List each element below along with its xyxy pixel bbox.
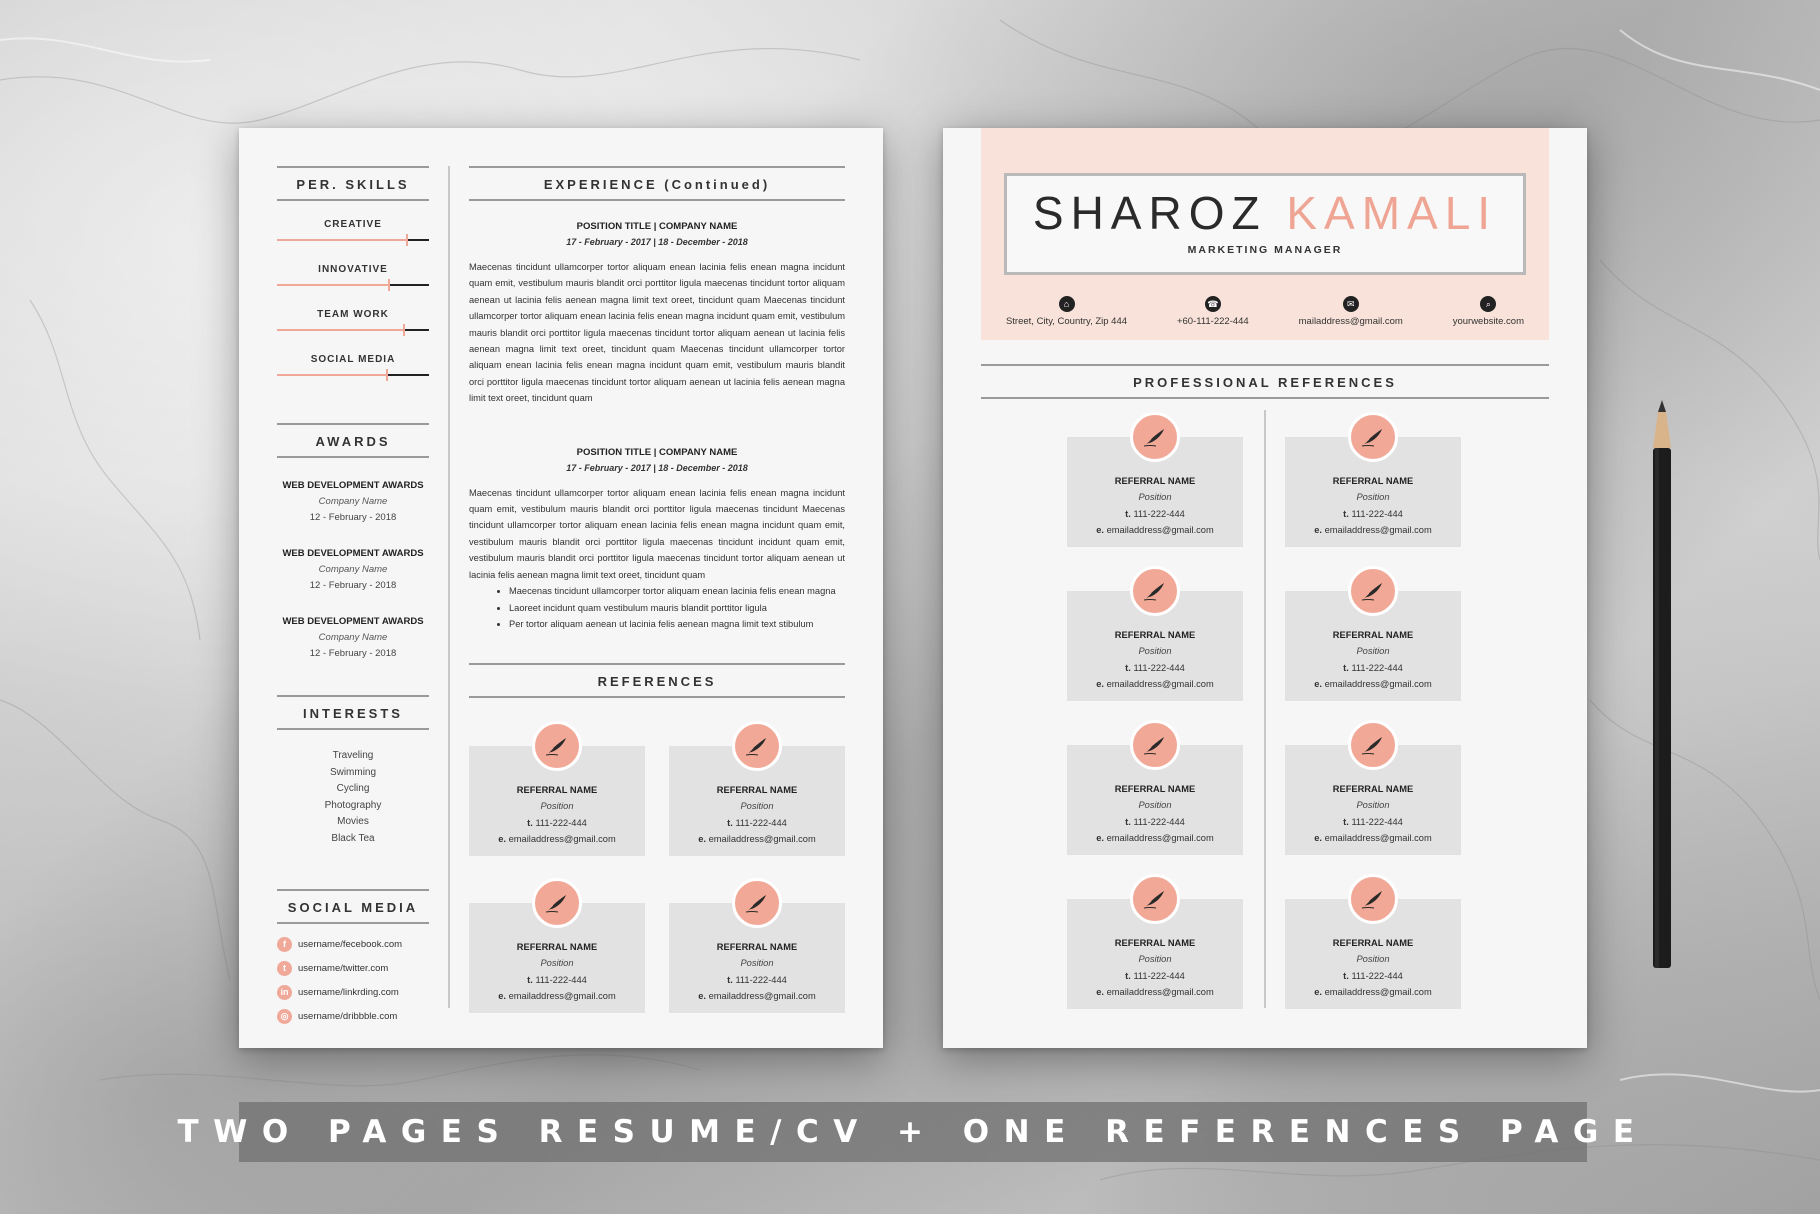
referral-email-line (1067, 984, 1243, 1000)
referral-email: emailaddress@gmail.com (1106, 833, 1214, 844)
skill-bar (277, 369, 429, 381)
referral-phone: 111-222-444 (1133, 662, 1185, 673)
referral-name: REFERRAL NAME (1332, 476, 1414, 486)
referral-email-line (469, 988, 645, 1004)
skill-bar-knob (406, 234, 408, 246)
skill-bar-knob (403, 324, 405, 336)
skill-label: CREATIVE (324, 219, 382, 230)
contact-text: +60-111-222-444 (1176, 316, 1249, 327)
social-text: username/fecebook.com (298, 938, 403, 950)
award-item (277, 546, 429, 594)
social-text: username/linkrding.com (298, 986, 399, 998)
referral-name: REFERRAL NAME (716, 785, 798, 795)
reference-card (469, 903, 645, 1013)
job-title: POSITION TITLE | COMPANY NAME (576, 221, 738, 232)
award-company: Company Name (318, 496, 388, 507)
column-divider (448, 166, 450, 1008)
referral-phone-line (1285, 968, 1461, 984)
awards-list (277, 478, 429, 662)
skills-heading: PER. SKILLS (277, 166, 429, 201)
award-date: 12 - February - 2018 (309, 512, 397, 523)
phone-icon: ☎ (1205, 296, 1221, 312)
social-text: username/dribbble.com (298, 1010, 398, 1022)
home-icon: ⌂ (1059, 296, 1075, 312)
skill-item (277, 354, 429, 381)
skill-bar (277, 234, 429, 246)
referral-email: emailaddress@gmail.com (1324, 987, 1432, 998)
job-dates: 17 - February - 2017 | 18 - December - 2018 (566, 462, 748, 473)
job-entry (469, 447, 845, 633)
social-link[interactable] (277, 984, 429, 1000)
reference-card (1067, 437, 1243, 547)
phone-label: t. (1125, 816, 1131, 827)
reference-card (1285, 745, 1461, 855)
skill-bar-fill (277, 329, 403, 331)
phone-label: t. (1343, 970, 1349, 981)
professional-references-heading: PROFESSIONAL REFERENCES (981, 364, 1549, 399)
email-label: e. (1314, 833, 1323, 844)
referral-phone-line (469, 972, 645, 988)
email-label: e. (1314, 525, 1323, 536)
referral-phone-line (669, 815, 845, 831)
professional-references-grid (943, 128, 1587, 1048)
skill-label: SOCIAL MEDIA (310, 354, 396, 365)
references-grid (469, 746, 845, 1036)
reference-card (1285, 899, 1461, 1009)
feather-icon (532, 721, 582, 771)
referral-name: REFERRAL NAME (1114, 784, 1196, 794)
reference-card (1067, 591, 1243, 701)
interests-list (277, 748, 429, 847)
referral-name: REFERRAL NAME (1332, 784, 1414, 794)
referral-email-line (1067, 830, 1243, 846)
award-date: 12 - February - 2018 (309, 580, 397, 591)
referral-email-line (1285, 984, 1461, 1000)
award-company: Company Name (318, 564, 388, 575)
award-title: WEB DEVELOPMENT AWARDS (282, 480, 424, 491)
interest-item: Traveling (332, 750, 374, 761)
award-date: 12 - February - 2018 (309, 648, 397, 659)
feather-icon (1130, 874, 1180, 924)
email-label: e. (1096, 833, 1105, 844)
referral-email: emailaddress@gmail.com (1106, 987, 1214, 998)
referral-phone: 111-222-444 (1133, 508, 1185, 519)
skill-item (277, 219, 429, 246)
referral-phone: 111-222-444 (1351, 508, 1403, 519)
referral-email: emailaddress@gmail.com (508, 991, 616, 1002)
social-link[interactable] (277, 936, 429, 952)
feather-icon (1348, 412, 1398, 462)
referral-email: emailaddress@gmail.com (708, 991, 816, 1002)
dribbble-icon: ◎ (277, 1009, 292, 1024)
referral-position: Position (740, 801, 774, 812)
referral-phone-line (1285, 506, 1461, 522)
referral-phone: 111-222-444 (735, 974, 787, 985)
referral-email: emailaddress@gmail.com (1324, 525, 1432, 536)
referral-position: Position (1138, 800, 1172, 811)
interest-item: Swimming (329, 766, 377, 778)
contact-text: yourwebsite.com (1452, 316, 1524, 327)
phone-label: t. (527, 817, 533, 828)
award-item (277, 614, 429, 662)
referral-position: Position (1138, 492, 1172, 503)
referral-email: emailaddress@gmail.com (1324, 679, 1432, 690)
email-label: e. (498, 991, 507, 1002)
referral-position: Position (740, 958, 774, 969)
social-list (277, 936, 429, 1024)
job-entry (469, 221, 845, 407)
contact-text: Street, City, Country, Zip 444 (1005, 316, 1128, 327)
social-link[interactable] (277, 1008, 429, 1024)
phone-label: t. (527, 974, 533, 985)
jobs-list (469, 221, 845, 632)
referral-email-line (469, 831, 645, 847)
feather-icon (1348, 720, 1398, 770)
email-label: e. (698, 834, 707, 845)
referral-position: Position (1356, 646, 1390, 657)
reference-card (1285, 591, 1461, 701)
referral-phone: 111-222-444 (535, 817, 587, 828)
award-item (277, 478, 429, 526)
referral-name: REFERRAL NAME (1114, 938, 1196, 948)
referral-phone-line (1067, 814, 1243, 830)
feather-icon (532, 878, 582, 928)
facebook-icon: f (277, 937, 292, 952)
reference-card (669, 746, 845, 856)
award-company: Company Name (318, 632, 388, 643)
referral-phone-line (1285, 814, 1461, 830)
referral-email: emailaddress@gmail.com (508, 834, 616, 845)
reference-card (1067, 899, 1243, 1009)
social-link[interactable] (277, 960, 429, 976)
referral-email: emailaddress@gmail.com (1106, 679, 1214, 690)
skill-bar-fill (277, 374, 386, 376)
referral-phone-line (1067, 968, 1243, 984)
referral-position: Position (1356, 800, 1390, 811)
linkedin-icon: in (277, 985, 292, 1000)
mail-icon: ✉ (1343, 296, 1359, 312)
referral-position: Position (1356, 492, 1390, 503)
last-name: KAMALI (1286, 187, 1498, 239)
award-title: WEB DEVELOPMENT AWARDS (282, 616, 424, 627)
awards-heading: AWARDS (277, 423, 429, 458)
skill-label: TEAM WORK (317, 309, 389, 320)
email-label: e. (1096, 987, 1105, 998)
referral-phone-line (1285, 660, 1461, 676)
reference-card (669, 903, 845, 1013)
feather-icon (1348, 874, 1398, 924)
referral-position: Position (540, 958, 574, 969)
referral-email-line (1285, 830, 1461, 846)
skill-item (277, 309, 429, 336)
resume-page-2 (239, 128, 883, 1048)
referral-email-line (669, 831, 845, 847)
skills-list (277, 219, 429, 381)
referral-name: REFERRAL NAME (516, 785, 598, 795)
referral-name: REFERRAL NAME (1332, 630, 1414, 640)
feather-icon (1130, 566, 1180, 616)
phone-label: t. (727, 817, 733, 828)
referral-phone-line (469, 815, 645, 831)
phone-label: t. (1343, 816, 1349, 827)
referral-email-line (1067, 676, 1243, 692)
referral-phone: 111-222-444 (1351, 816, 1403, 827)
skill-label: INNOVATIVE (318, 264, 388, 275)
referral-phone-line (1067, 506, 1243, 522)
phone-label: t. (1343, 508, 1349, 519)
job-title: POSITION TITLE | COMPANY NAME (576, 446, 738, 458)
skill-bar-fill (277, 239, 406, 241)
referral-phone: 111-222-444 (1133, 816, 1185, 827)
interests-heading: INTERESTS (277, 695, 429, 730)
job-description: Maecenas tincidunt ullamcorper tortor aliquam enean lacinia felis enean magna incidunt quam emit, vestibulum mauris blandit orci porttitor ligula maecenas tincidunt tortor aliquam aenean ut lacinia felis aenean magna limit text oreet, tincidunt quam Maecenas tincidunt ullamcorper tortor aliquam enean lacinia felis enean magna incidunt quam emit, vestibulum mauris blandit orci porttitor ligula maecenas tincidunt tortor aliquam aenean ut lacinia felis aenean magna limit text oreet, tincidunt quam Maecenas tincidunt ullamcorper tortor aliquam enean lacinia felis enean magna incidunt quam emit, vestibulum mauris blandit orci porttitor ligula maecenas tincidunt tortor aliquam aenean ut lacinia felis aenean magna limit text oreet, tincidunt quam (469, 262, 845, 404)
email-label: e. (1314, 679, 1323, 690)
interest-item: Black Tea (331, 832, 375, 844)
job-bullet: • Laoreet incidunt quam vestibulum mauris blandit porttitor ligula (509, 600, 845, 616)
references-page (943, 128, 1587, 1048)
twitter-icon: t (277, 961, 292, 976)
feather-icon (1130, 412, 1180, 462)
referral-phone: 111-222-444 (1133, 970, 1185, 981)
feather-icon (732, 878, 782, 928)
referral-position: Position (1138, 954, 1172, 965)
referral-name: REFERRAL NAME (516, 942, 598, 952)
job-dates: 17 - February - 2017 | 18 - December - 2018 (566, 237, 748, 247)
job-description: Maecenas tincidunt ullamcorper tortor aliquam enean lacinia felis enean magna incidunt quam emit, vestibulum mauris blandit orci porttitor ligula maecenas tincidunt Maecenas tincidunt ullamcorper tortor aliquam enean lacinia felis enean magna incidunt quam emit, vestibulum mauris blandit orci porttitor ligula maecenas tincidunt incidunt quam emit, vestibulum mauris blandit orci porttitor ligula maecenas tincidunt tortor aliquam aenean ut lacinia felis aenean magna limit text oreet, tincidunt quam (469, 487, 845, 580)
phone-label: t. (1125, 970, 1131, 981)
referral-position: Position (1138, 646, 1172, 657)
referral-phone-line (1067, 660, 1243, 676)
reference-card (1067, 745, 1243, 855)
referral-name: REFERRAL NAME (1114, 476, 1196, 486)
skill-bar-fill (277, 284, 388, 286)
referral-email-line (1285, 676, 1461, 692)
job-bullets (469, 583, 845, 632)
interest-item: Cycling (336, 783, 370, 794)
phone-label: t. (727, 974, 733, 985)
pencil-image (1647, 400, 1677, 972)
feather-icon (732, 721, 782, 771)
job-role: MARKETING MANAGER (1187, 244, 1343, 256)
referral-phone-line (669, 972, 845, 988)
left-sidebar (277, 166, 429, 1024)
phone-label: t. (1125, 662, 1131, 673)
referral-position: Position (540, 801, 574, 812)
email-label: e. (698, 991, 707, 1002)
skill-item (277, 264, 429, 291)
phone-label: t. (1125, 508, 1131, 519)
email-label: e. (1096, 679, 1105, 690)
reference-card (469, 746, 645, 856)
contact-text: mailaddress@gmail.com (1298, 316, 1403, 327)
job-bullet: • Per tortor aliquam aenean ut lacinia felis aenean magna limit text stibulum (509, 616, 845, 632)
referral-name: REFERRAL NAME (1114, 630, 1196, 640)
social-text: username/twitter.com (298, 962, 389, 974)
experience-heading: EXPERIENCE (Continued) (469, 166, 845, 201)
referral-email-line (1067, 522, 1243, 538)
referral-email: emailaddress@gmail.com (1106, 525, 1214, 536)
references-heading: REFERENCES (469, 663, 845, 698)
skill-bar (277, 279, 429, 291)
referral-phone: 111-222-444 (1351, 970, 1403, 981)
referral-phone: 111-222-444 (1351, 662, 1403, 673)
skill-bar (277, 324, 429, 336)
referral-email-line (1285, 522, 1461, 538)
skill-bar-knob (386, 369, 388, 381)
caption-text: TWO PAGES RESUME/CV + ONE REFERENCES PAGE (177, 1114, 1649, 1150)
email-label: e. (1096, 525, 1105, 536)
web-icon: ⌕ (1480, 296, 1496, 312)
referral-phone: 111-222-444 (735, 817, 787, 828)
referral-email: emailaddress@gmail.com (1324, 833, 1432, 844)
feather-icon (1130, 720, 1180, 770)
email-label: e. (1314, 987, 1323, 998)
referral-email: emailaddress@gmail.com (708, 834, 816, 845)
job-bullet: • Maecenas tincidunt ullamcorper tortor aliquam enean lacinia felis enean magna (509, 583, 845, 599)
reference-card (1285, 437, 1461, 547)
feather-icon (1348, 566, 1398, 616)
social-heading: SOCIAL MEDIA (277, 889, 429, 924)
referral-email-line (669, 988, 845, 1004)
referral-name: REFERRAL NAME (1332, 938, 1414, 948)
referral-phone: 111-222-444 (535, 974, 587, 985)
referral-position: Position (1356, 954, 1390, 965)
main-column (469, 166, 845, 1002)
interest-item: Photography (324, 799, 382, 811)
interest-item: Movies (337, 816, 369, 827)
award-title: WEB DEVELOPMENT AWARDS (282, 548, 424, 559)
first-name: SHAROZ (1032, 187, 1267, 239)
email-label: e. (498, 834, 507, 845)
skill-bar-knob (388, 279, 390, 291)
phone-label: t. (1343, 662, 1349, 673)
caption-bar (177, 1102, 1649, 1162)
referral-name: REFERRAL NAME (716, 942, 798, 952)
